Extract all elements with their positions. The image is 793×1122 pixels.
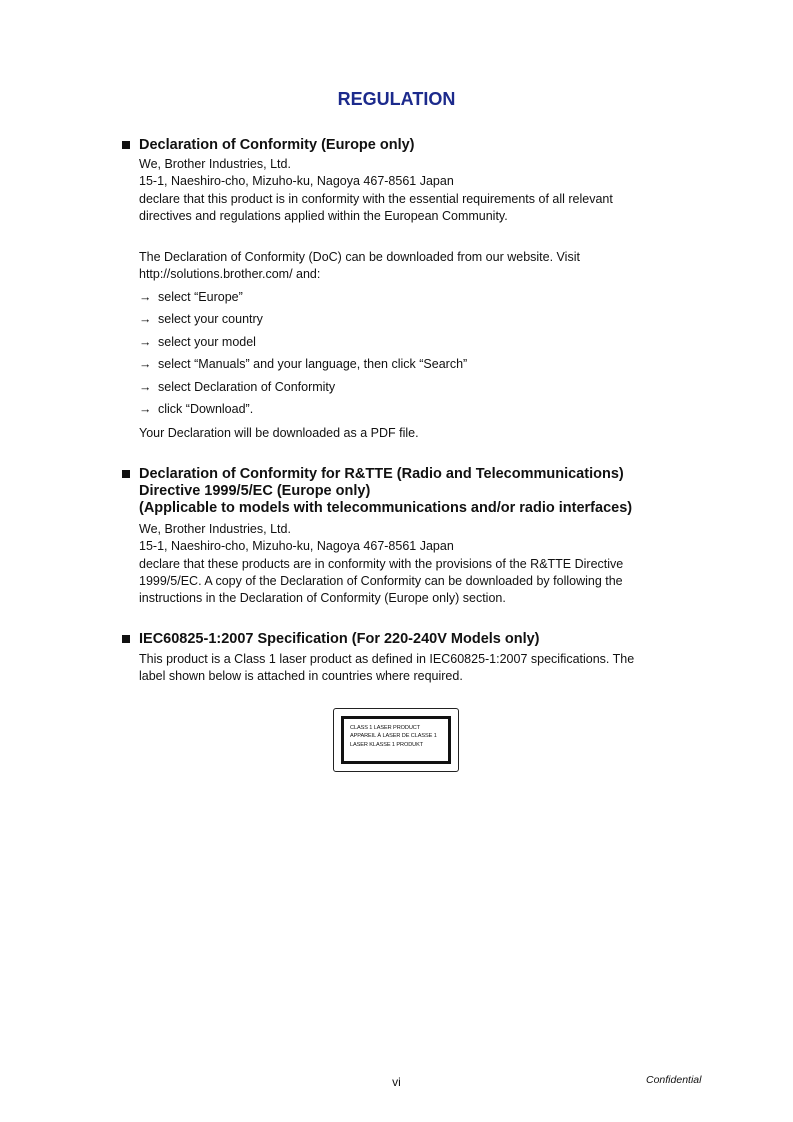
body-line: We, Brother Industries, Ltd. xyxy=(139,157,291,171)
list-item: → select your country xyxy=(139,308,699,330)
body-line: declare that this product is in conformity with the essential requirements of all relevant xyxy=(139,191,613,206)
section-bullet xyxy=(122,635,130,643)
body-line: 15-1, Naeshiro-cho, Mizuho-ku, Nagoya 467-8561 Japan xyxy=(139,174,454,189)
page-title: REGULATION xyxy=(337,89,456,109)
page-number: vi xyxy=(392,1075,401,1089)
body-line: Your Declaration will be downloaded as a PDF file. xyxy=(139,426,419,440)
label-line: CLASS 1 LASER PRODUCT xyxy=(350,725,421,731)
doc-steps-list xyxy=(139,286,699,420)
section-bullet xyxy=(122,470,130,478)
doc-closing xyxy=(139,425,699,442)
heading-line: Declaration of Conformity for R&TTE (Radio and Telecommunications) xyxy=(139,466,624,482)
body-line: 15-1, Naeshiro-cho, Mizuho-ku, Nagoya 467-8561 Japan xyxy=(139,539,454,554)
label-line: LASER KLASSE 1 PRODUKT xyxy=(350,741,424,748)
list-item: → select “Europe” xyxy=(139,286,699,308)
body-line: label shown below is attached in countries where required. xyxy=(139,669,463,684)
section-heading-doc: Declaration of Conformity (Europe only) xyxy=(139,137,415,153)
section-body-iec xyxy=(139,651,699,686)
list-item: → click “Download”. xyxy=(139,398,699,420)
arrow-right-icon: → xyxy=(139,334,152,349)
list-item: → select “Manuals” and your language, then click “Search” xyxy=(139,353,699,375)
body-line: This product is a Class 1 laser product as defined in IEC60825-1:2007 specifications. The xyxy=(139,652,635,666)
arrow-right-icon: → xyxy=(139,312,152,327)
section-bullet xyxy=(122,141,130,149)
doc-download-intro xyxy=(139,249,699,284)
section-heading-rtte xyxy=(139,466,699,517)
section-body-doc xyxy=(139,156,699,225)
heading-line: Directive 1999/5/EC (Europe only) xyxy=(139,483,371,499)
body-line: instructions in the Declaration of Conformity (Europe only) section. xyxy=(139,591,506,606)
body-line: declare that these products are in conformity with the provisions of the R&TTE Directive xyxy=(139,556,624,571)
laser-class-label xyxy=(333,708,459,772)
body-line: http://solutions.brother.com/ and: xyxy=(139,267,321,282)
list-item: → select your model xyxy=(139,331,699,353)
body-line: 1999/5/EC. A copy of the Declaration of Conformity can be downloaded by following the xyxy=(139,573,623,588)
section-heading-iec: IEC60825-1:2007 Specification (For 220-240V Models only) xyxy=(139,631,540,647)
body-line: The Declaration of Conformity (DoC) can be downloaded from our website. Visit xyxy=(139,250,580,264)
laser-label-frame xyxy=(341,716,451,764)
list-item: → select Declaration of Conformity xyxy=(139,376,699,398)
heading-line: (Applicable to models with telecommunications and/or radio interfaces) xyxy=(139,500,633,516)
body-line: We, Brother Industries, Ltd. xyxy=(139,522,291,536)
body-line: directives and regulations applied within the European Community. xyxy=(139,208,508,223)
label-line: APPAREIL À LASER DE CLASSE 1 xyxy=(350,733,437,740)
confidential-mark: Confidential xyxy=(646,1074,702,1086)
arrow-right-icon: → xyxy=(139,379,152,394)
arrow-right-icon: → xyxy=(139,290,152,304)
arrow-right-icon: → xyxy=(139,401,152,416)
section-body-rtte xyxy=(139,521,699,607)
arrow-right-icon: → xyxy=(139,357,152,372)
